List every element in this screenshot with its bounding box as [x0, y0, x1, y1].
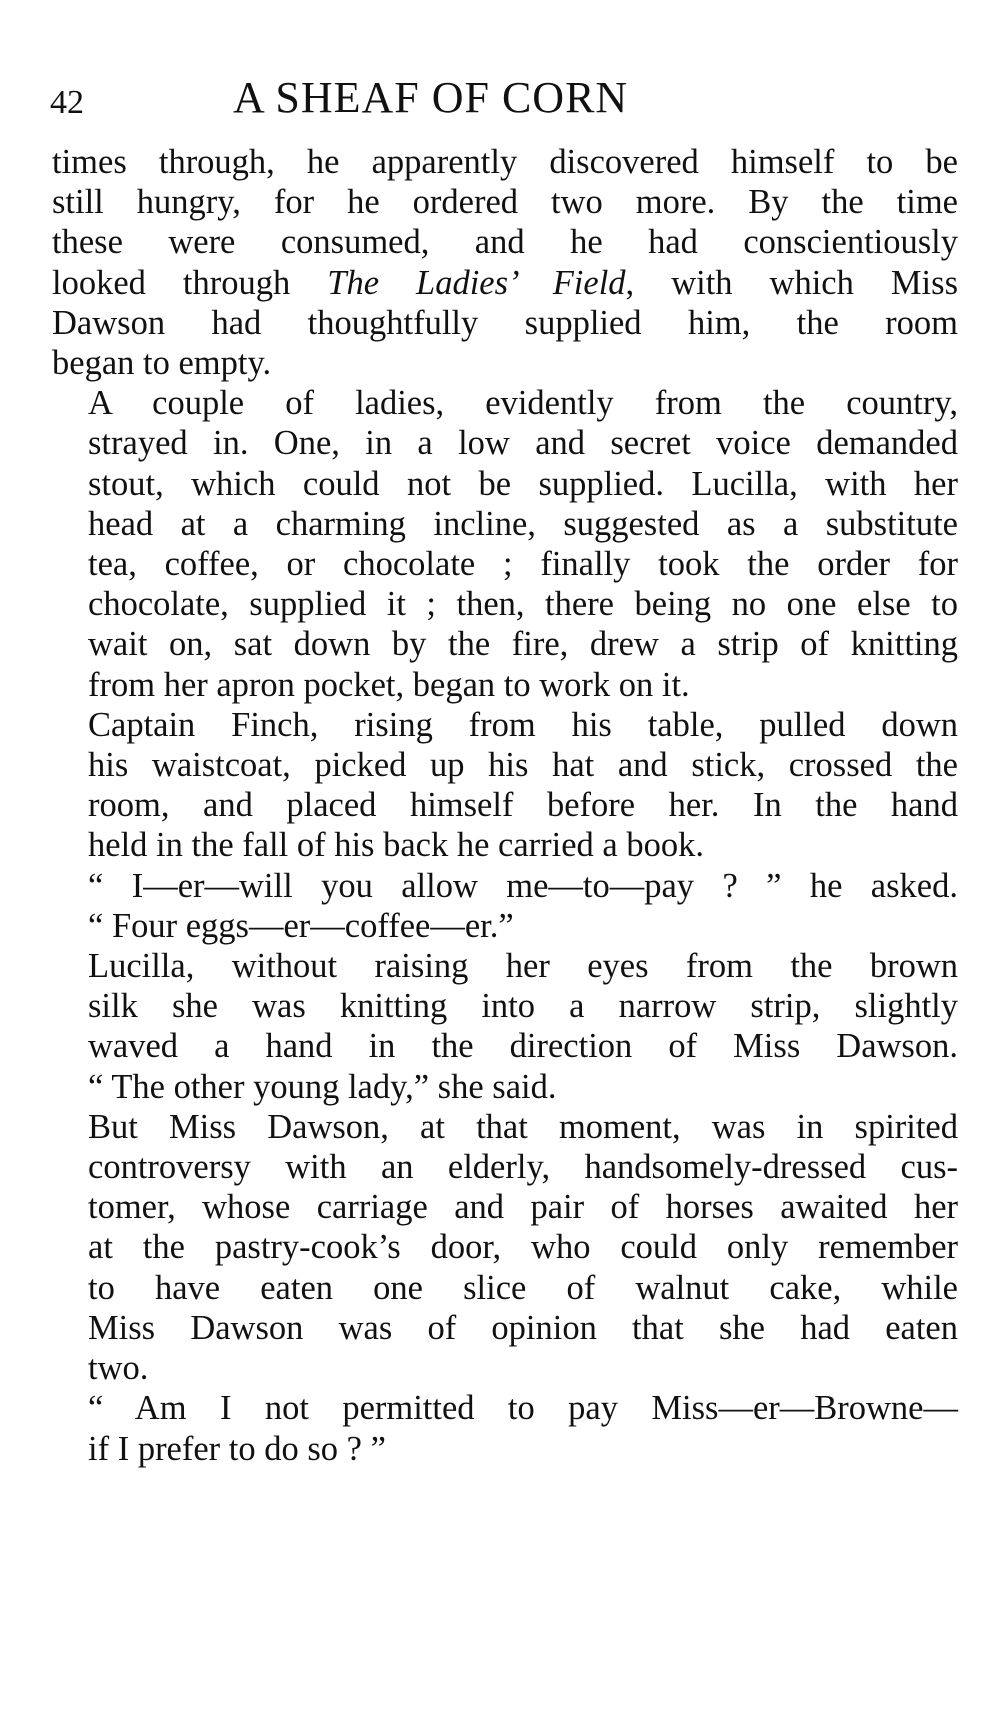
text-line [52, 263, 958, 303]
text-line: controversy with an elderly, handsomely-dressed cus- [88, 1148, 958, 1187]
text-line: tea, coffee, or chocolate ; finally took the order for [88, 545, 958, 584]
text-line: silk she was knitting into a narrow strip, slightly [88, 987, 958, 1026]
text-line: But Miss Dawson, at that moment, was in spirited [88, 1107, 958, 1146]
text-line: strayed in. One, in a low and secret voice demanded [88, 424, 958, 463]
text-line: Captain Finch, rising from his table, pulled down [88, 705, 958, 744]
text-line: Dawson had thoughtfully supplied him, the room [52, 303, 958, 342]
text-line: tomer, whose carriage and pair of horses awaited her [88, 1188, 958, 1227]
text-line: “ Four eggs—er—coffee—er.” [88, 906, 514, 945]
text-line: “ Am I not permitted to pay Miss—er—Browne— [88, 1389, 958, 1428]
text-line: held in the fall of his back he carried a book. [88, 826, 704, 865]
running-title: A SHEAF OF CORN [233, 73, 629, 122]
paragraph [52, 1107, 958, 1388]
text-fragment: looked through [52, 263, 328, 302]
text-line: head at a charming incline, suggested as a substitute [88, 504, 958, 543]
text-line: A couple of ladies, evidently from the country, [88, 384, 958, 423]
text-line: wait on, sat down by the fire, drew a strip of knitting [88, 625, 958, 664]
paragraph [52, 1388, 958, 1468]
page-number: 42 [50, 84, 84, 121]
text-line: Miss Dawson was of opinion that she had eaten [88, 1308, 958, 1347]
text-line: his waistcoat, picked up his hat and stick, crossed the [88, 746, 958, 785]
paragraph [52, 705, 958, 866]
book-title-reference: The Ladies’ Field [327, 263, 626, 302]
body-text [52, 142, 958, 1469]
text-line: stout, which could not be supplied. Lucilla, with her [88, 464, 958, 503]
text-line: room, and placed himself before her. In the hand [88, 786, 958, 825]
paragraph [52, 946, 958, 1107]
text-line: if I prefer to do so ? ” [88, 1429, 386, 1468]
text-line: from her apron pocket, began to work on it. [88, 665, 690, 704]
text-line: “ The other young lady,” she said. [88, 1067, 557, 1106]
paragraph [52, 142, 958, 383]
text-line: to have eaten one slice of walnut cake, while [88, 1268, 958, 1307]
text-line: Lucilla, without raising her eyes from the brown [88, 947, 958, 986]
text-fragment: , with which Miss [625, 263, 958, 302]
text-line: chocolate, supplied it ; then, there being no one else to [88, 585, 958, 624]
text-line: still hungry, for he ordered two more. By the time [52, 183, 958, 222]
running-header [50, 72, 950, 122]
text-line: waved a hand in the direction of Miss Dawson. [88, 1027, 958, 1066]
paragraph [52, 866, 958, 946]
text-line: these were consumed, and he had conscientiously [52, 223, 958, 262]
text-line: times through, he apparently discovered himself to be [52, 143, 958, 181]
text-line: two. [88, 1349, 149, 1388]
text-line: “ I—er—will you allow me—to—pay ? ” he asked. [88, 866, 958, 905]
text-line: began to empty. [52, 344, 272, 383]
paragraph [52, 383, 958, 705]
text-line: at the pastry-cook’s door, who could only remember [88, 1228, 958, 1267]
